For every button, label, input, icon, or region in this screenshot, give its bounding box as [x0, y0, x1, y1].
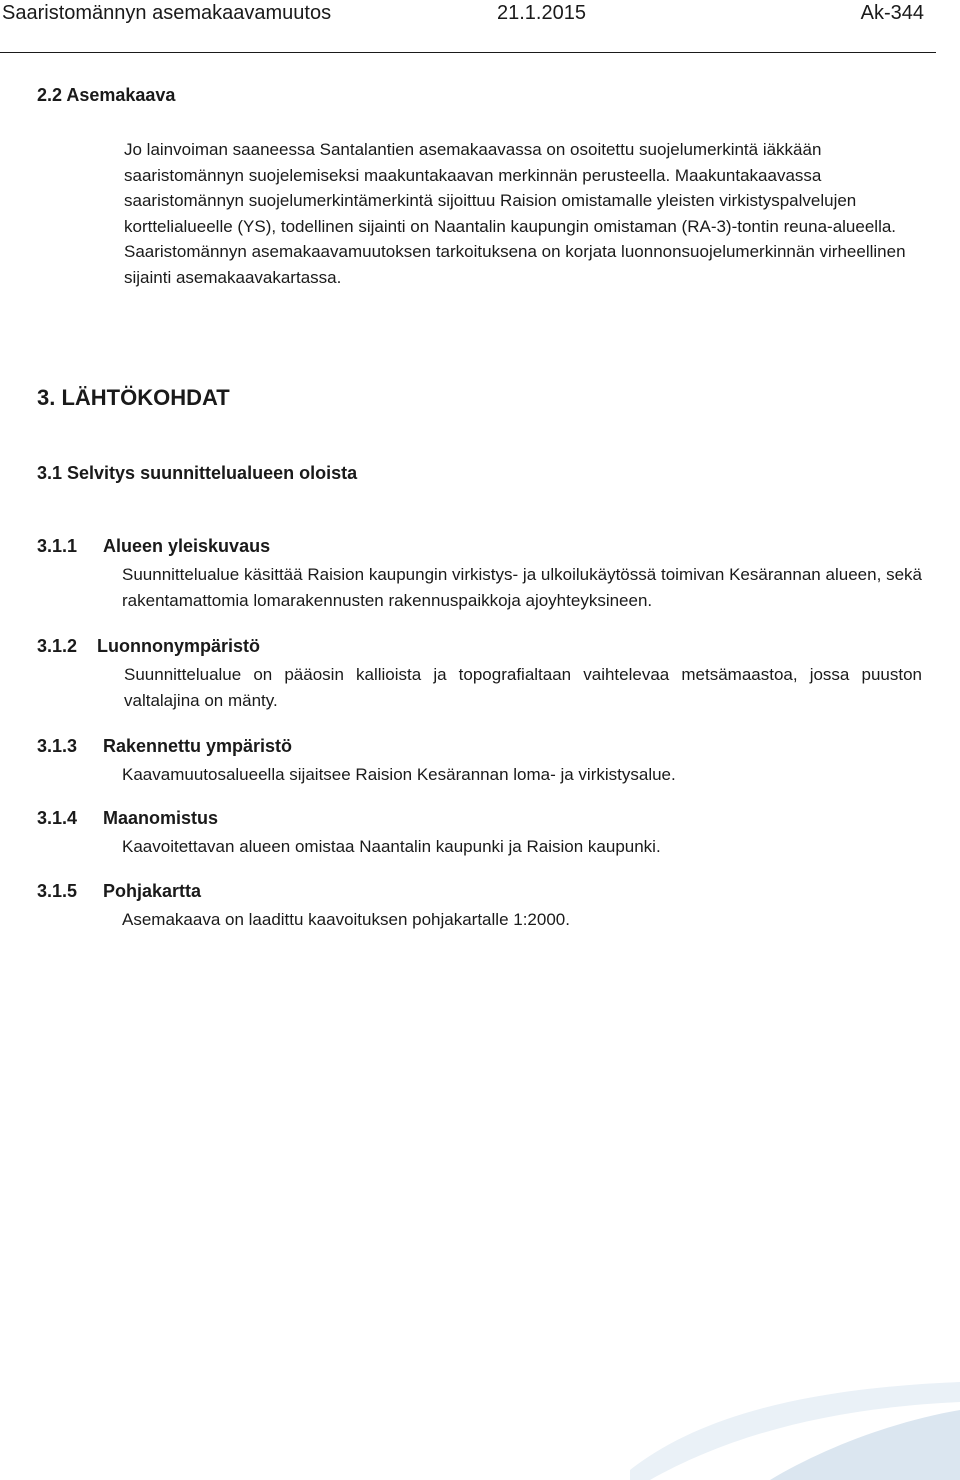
item-number: 3.1.2	[37, 636, 78, 656]
page-header	[0, 0, 936, 28]
item-text: Suunnittelualue käsittää Raision kaupungin virkistys- ja ulkoilukäytössä toimivan Kesärannan alueen, sekä rakentamattomia lomarakennusten rakennuspaikkoja ajoyhteyksineen.	[122, 565, 922, 610]
item-title: Maanomistus	[103, 808, 219, 828]
header-divider	[0, 52, 936, 53]
item-text: Asemakaava on laadittu kaavoituksen pohjakartalle 1:2000.	[122, 910, 570, 929]
item-number: 3.1.4	[37, 808, 78, 828]
document-date: 21.1.2015	[497, 2, 586, 24]
item-text: Suunnittelualue on pääosin kallioista ja topografialtaan vaihtelevaa metsämaastoa, jossa puuston valtalajina on mänty.	[124, 665, 922, 710]
corner-swoosh-decoration	[630, 1360, 960, 1480]
section-2-2-paragraph: Jo lainvoiman saaneessa Santalantien asemakaavassa on osoitettu suojelumerkintä iäkkään saaristomännyn suojelemiseksi maakuntakaavan merkinnän perusteella. Maakuntakaavassa saaristomännyn suojelumerkintämerkintä sijoittuu Raision omistamalle yleisten virkistyspalvelujen korttelialueelle (YS), todellinen sijainti on Naantalin kaupungin omistaman (RA-3)-tontin reuna-alueella. Saaristomännyn asemakaavamuutoksen tarkoituksena on korjata luonnonsuojelumerkinnän virheellinen sijainti asemakaavakartassa.	[124, 140, 906, 287]
item-number: 3.1.5	[37, 881, 78, 901]
item-title: Rakennettu ympäristö	[103, 736, 293, 756]
item-title: Pohjakartta	[103, 881, 202, 901]
item-number: 3.1.1	[37, 536, 78, 556]
item-text: Kaavamuutosalueella sijaitsee Raision Kesärannan loma- ja virkistysalue.	[122, 765, 676, 784]
document-title: Saaristomännyn asemakaavamuutos	[2, 2, 332, 24]
document-code: Ak-344	[860, 2, 924, 24]
item-number: 3.1.3	[37, 736, 78, 756]
item-text: Kaavoitettavan alueen omistaa Naantalin kaupunki ja Raision kaupunki.	[122, 837, 661, 856]
section-2-2-heading: 2.2 Asemakaava	[37, 85, 176, 105]
item-title: Luonnonympäristö	[97, 636, 260, 656]
section-3-1-heading: 3.1 Selvitys suunnittelualueen oloista	[37, 463, 358, 483]
section-3-heading: 3. LÄHTÖKOHDAT	[37, 385, 230, 410]
item-title: Alueen yleiskuvaus	[103, 536, 271, 556]
